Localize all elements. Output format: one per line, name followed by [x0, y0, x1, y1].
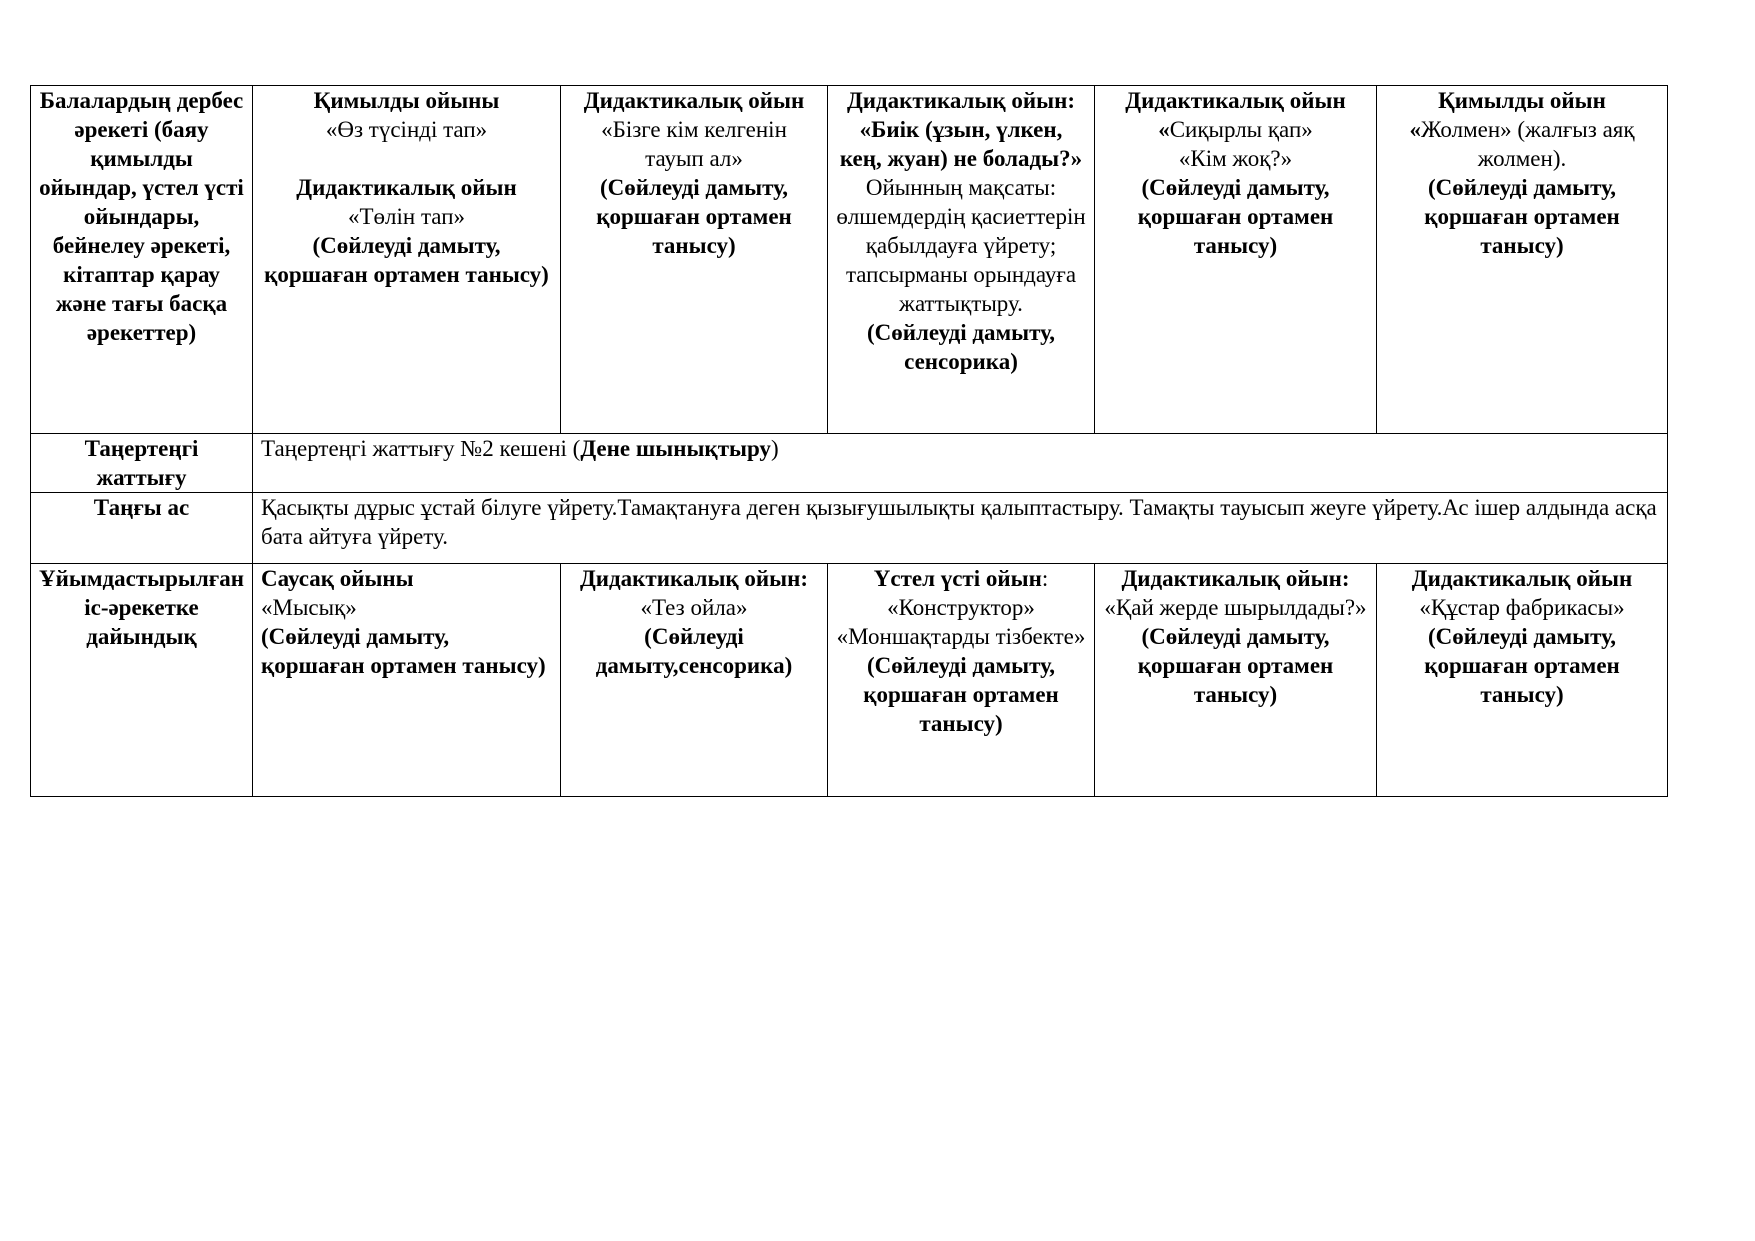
- activity-name: «Конструктор»: [887, 595, 1035, 620]
- activity-area: (Сөйлеуді дамыту, қоршаған ортамен танысу): [1137, 175, 1334, 258]
- title-separator: :: [1041, 566, 1049, 591]
- activity-title: Дидактикалық ойын: [583, 88, 805, 113]
- activity-cell: [828, 86, 1095, 434]
- activity-name: «Кім жоқ?»: [1178, 146, 1293, 171]
- activity-name: «Бізге кім келгенін тауып ал»: [601, 117, 787, 171]
- activity-area: (Сөйлеуді дамыту, сенсорика): [866, 320, 1056, 374]
- activity-area: (Сөйлеуді дамыту, қоршаған ортамен танысу): [863, 653, 1059, 736]
- exercise-text: Таңертеңгі жаттығу №2 кешені (: [261, 436, 581, 461]
- activity-name: Жолмен» (жалғыз аяқ жолмен).: [1420, 117, 1635, 171]
- exercise-close: ): [770, 436, 779, 461]
- merged-cell: [253, 434, 1668, 493]
- activity-name: «Мысық»: [261, 595, 357, 620]
- activity-area: (Сөйлеуді дамыту, қоршаған ортамен танысу): [1424, 175, 1620, 258]
- activity-name: «Өз түсіндi тап»: [325, 117, 488, 142]
- exercise-area: Дене шынықтыру: [580, 436, 771, 461]
- activity-area: (Сөйлеуді дамыту, қоршаған ортамен танысу): [261, 624, 546, 678]
- table-row: [31, 493, 1668, 564]
- activity-title: Дидактикалық ойын: [296, 175, 517, 200]
- activity-area: (Сөйлеуді дамыту, қоршаған ортамен танысу): [264, 233, 549, 287]
- row-header-text: Ұйымдастырылған іс-әрекетке дайындық: [39, 566, 244, 649]
- activity-title: Үстел үсті ойын: [873, 566, 1042, 591]
- activity-title: Дидактикалық ойын «: [1125, 88, 1346, 142]
- activity-title: Қимылды ойын «: [1409, 88, 1606, 142]
- row-header: [31, 493, 253, 564]
- activity-name: «Моншақтарды тізбекте»: [836, 624, 1086, 649]
- activity-area: (Сөйлеуді дамыту,сенсорика): [595, 624, 793, 678]
- spacer: [261, 144, 552, 173]
- activity-area: (Сөйлеуді дамыту, қоршаған ортамен танысу): [1424, 624, 1620, 707]
- row-header-text: Балалардың дербес әрекеті (баяу қимылды ойындар, үстел үсті ойындары, бейнелеу әрекеті, кітаптар қарау және тағы басқа әрекеттер): [39, 88, 244, 345]
- activity-name: «Тез ойла»: [640, 595, 748, 620]
- activity-description: Ойынның мақсаты: өлшемдердің қасиеттерін қабылдауға үйрету; тапсырманы орындауға жаттықтыру.: [836, 175, 1086, 316]
- activity-name: «Құстар фабрикасы»: [1419, 595, 1625, 620]
- row-header-text: Таңғы ас: [93, 495, 190, 520]
- activity-name: «Қай жерде шырылдады?»: [1104, 595, 1367, 620]
- breakfast-text: Қасықты дұрыс ұстай білуге үйрету.Тамақтануға деген қызығушылықты қалыптастыру. Тамақты тауысып жеуге үйрету.Ас ішер алдында асқа бата айтуға үйрету.: [261, 495, 1657, 549]
- activity-area: (Сөйлеуді дамыту, қоршаған ортамен танысу): [596, 175, 792, 258]
- activity-cell: [561, 564, 828, 797]
- activity-cell: [1377, 564, 1668, 797]
- merged-cell: [253, 493, 1668, 564]
- activity-title: Дидактикалық ойын: «Биік (ұзын, үлкен, кең, жуан) не болады?»: [839, 88, 1083, 171]
- activity-cell: [1095, 564, 1377, 797]
- activity-area: (Сөйлеуді дамыту, қоршаған ортамен танысу): [1137, 624, 1334, 707]
- table-row: [31, 564, 1668, 797]
- activity-name: «Төлін тап»: [347, 204, 466, 229]
- row-header: [31, 86, 253, 434]
- table-row: [31, 434, 1668, 493]
- activity-title: Қимылды ойыны: [313, 88, 500, 113]
- activity-cell: [253, 86, 561, 434]
- activity-cell: [561, 86, 828, 434]
- table-row: [31, 86, 1668, 434]
- activity-title: Дидактикалық ойын:: [579, 566, 809, 591]
- activity-title: Саусақ ойыны: [261, 566, 414, 591]
- activity-cell: [828, 564, 1095, 797]
- daily-plan-table: [30, 85, 1668, 797]
- row-header-text: Таңертеңгі жаттығу: [84, 436, 199, 490]
- row-header: [31, 434, 253, 493]
- activity-name: Сиқырлы қап»: [1169, 117, 1313, 142]
- activity-cell: [1377, 86, 1668, 434]
- row-header: [31, 564, 253, 797]
- activity-cell: [1095, 86, 1377, 434]
- activity-cell: [253, 564, 561, 797]
- activity-title: Дидактикалық ойын: [1411, 566, 1633, 591]
- activity-title: Дидактикалық ойын:: [1121, 566, 1350, 591]
